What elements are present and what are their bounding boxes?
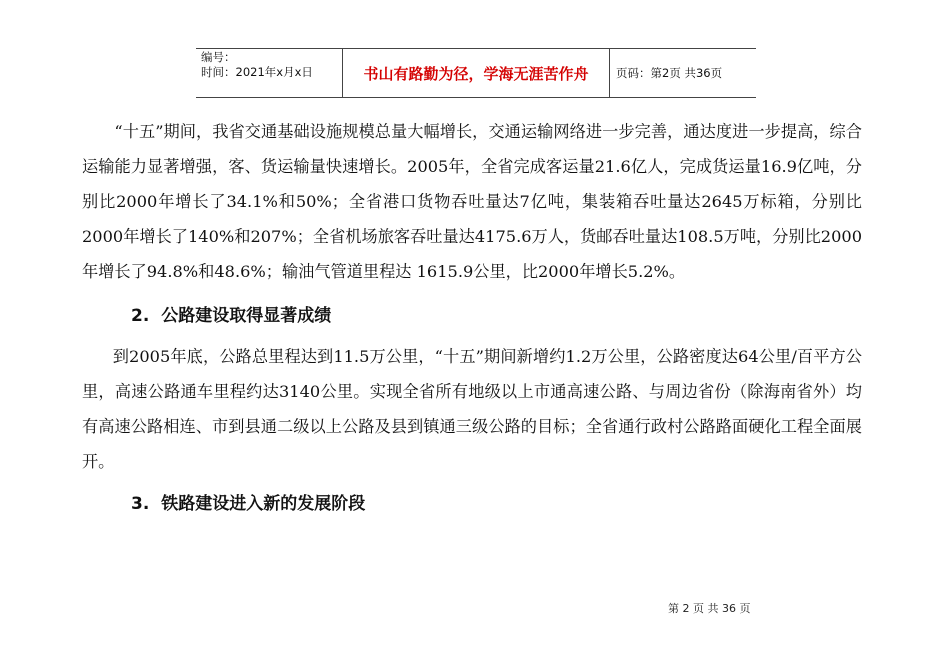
document-number-label: 编号： xyxy=(201,50,236,64)
section-title: 铁路建设进入新的发展阶段 xyxy=(161,494,366,514)
document-time-label: 时间：2021年x月x日 xyxy=(201,65,313,79)
header-meta xyxy=(196,49,342,97)
section-heading-highway xyxy=(82,305,862,327)
section-heading-railway xyxy=(82,493,862,515)
section-number: 3. xyxy=(131,494,150,514)
document-body xyxy=(82,114,862,515)
page-footer: 第 2 页 共 36 页 xyxy=(668,602,751,615)
paragraph-highway: 到2005年底，公路总里程达到11.5万公里，“十五”期间新增约1.2万公里，公路密度达64公里/百平方公里，高速公路通车里程约达3140公里。实现全省所有地级以上市通高速公路、与周边省份（除海南省外）均有高速公路相连、市到县通二级以上公路及县到镇通三级公路的目标；全省通行政村公路路面硬化工程全面展开。 xyxy=(82,347,862,471)
page-header xyxy=(196,48,756,98)
header-page-number: 页码：第2页 共36页 xyxy=(616,66,723,80)
paragraph-transport-overview: “十五”期间，我省交通基础设施规模总量大幅增长，交通运输网络进一步完善，通达度进一步提高，综合运输能力显著增强，客、货运输量快速增长。2005年，全省完成客运量21.6亿人，完成货运量16.9亿吨，分别比2000年增长了34.1%和50%；全省港口货物吞吐量达7亿吨，集装箱吞吐量达2645万标箱，分别比2000年增长了140%和207%；全省机场旅客吞吐量达4175.6万人，货邮吞吐量达108.5万吨，分别比2000年增长了94.8%和48.6%；输油气管道里程达 1615.9公里，比2000年增长5.2%。 xyxy=(82,122,862,281)
section-title: 公路建设取得显著成绩 xyxy=(161,306,332,326)
header-motto: 书山有路勤为径，学海无涯苦作舟 xyxy=(342,49,610,97)
section-number: 2. xyxy=(131,306,150,326)
